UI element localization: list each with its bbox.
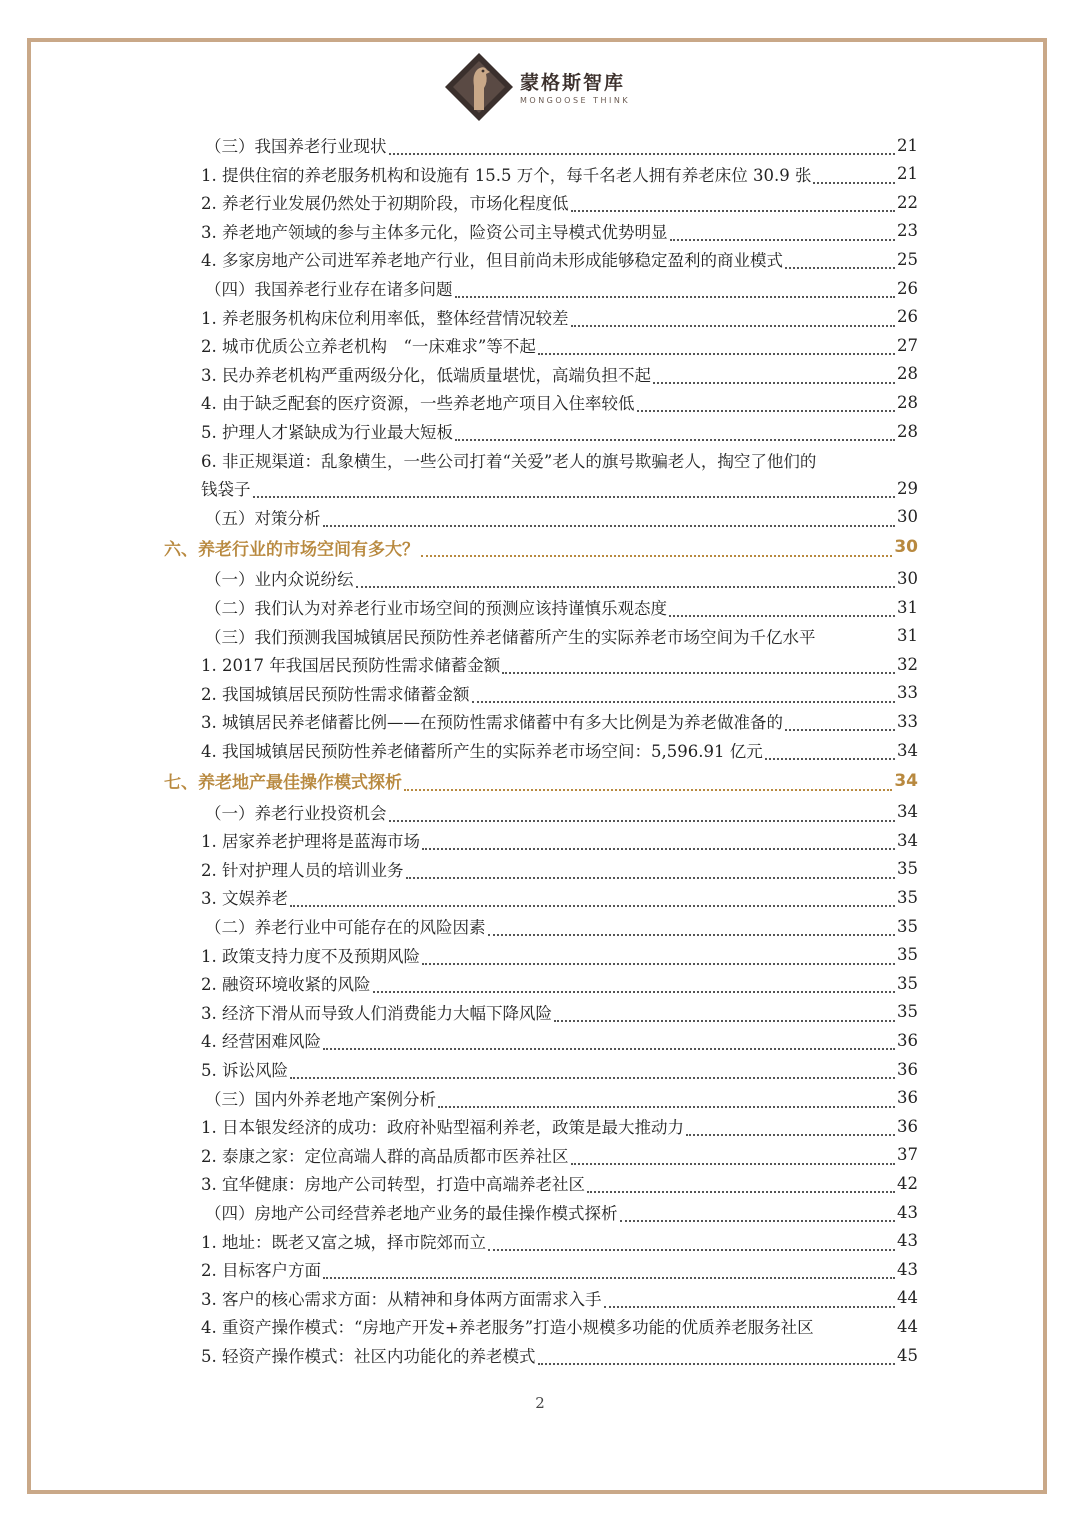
toc-dot-leader [637, 390, 896, 412]
toc-page-number: 31 [897, 626, 918, 646]
toc-page-number: 36 [897, 1116, 918, 1136]
toc-page-number: 29 [897, 478, 918, 498]
toc-item-row[interactable] [201, 417, 918, 445]
toc-dot-leader [421, 535, 892, 557]
toc-dot-leader [587, 1171, 895, 1193]
toc-page-number: 35 [897, 1002, 918, 1022]
toc-page-number: 28 [897, 364, 918, 384]
toc-entry-title: 3. 养老地产领域的参与主体多元化，险资公司主导模式优势明显 [201, 222, 668, 242]
toc-item-row[interactable] [201, 650, 918, 678]
toc-dot-leader [323, 505, 896, 527]
toc-dot-leader [253, 476, 896, 498]
toc-item-row[interactable] [201, 855, 918, 883]
toc-entry-title: 3. 城镇居民养老储蓄比例——在预防性需求储蓄中有多大比例是为养老做准备的 [201, 713, 783, 733]
logo [444, 52, 644, 122]
toc-dot-leader [389, 133, 896, 155]
toc-dot-leader [813, 162, 895, 184]
toc-entry-title: 3. 文娱养老 [201, 889, 288, 909]
toc-dot-leader [669, 595, 895, 617]
toc-entry-title: 3. 经济下滑从而导致人们消费能力大幅下降风险 [201, 1003, 552, 1023]
toc-item-row[interactable] [201, 160, 918, 188]
toc-page-number: 43 [897, 1231, 918, 1251]
toc-dot-leader [538, 1343, 896, 1365]
toc-page-number: 36 [897, 1059, 918, 1079]
toc-entry-title: 3. 客户的核心需求方面：从精神和身体两方面需求入手 [201, 1289, 602, 1309]
toc-page-number: 36 [897, 1030, 918, 1050]
toc-entry-title: 5. 诉讼风险 [201, 1061, 288, 1080]
toc-page-number: 26 [897, 307, 918, 327]
toc-page-number: 34 [897, 830, 918, 850]
toc-page-number: 22 [897, 192, 918, 212]
toc-page-number: 31 [897, 597, 918, 617]
toc-item-row[interactable] [201, 245, 918, 273]
logo-name-en: MONGOOSE THINK [520, 96, 631, 105]
toc-page-number: 34 [897, 740, 918, 760]
toc-entry-title: 3. 民办养老机构严重两级分化，低端质量堪忧，高端负担不起 [201, 365, 651, 385]
toc-item-row[interactable] [201, 1055, 918, 1083]
toc-item-row[interactable] [201, 1169, 918, 1197]
toc-dot-leader [620, 1200, 896, 1222]
toc-page-number: 23 [897, 221, 918, 241]
toc-dot-leader [488, 1229, 895, 1251]
toc-entry-title: （一）养老行业投资机会 [205, 803, 387, 823]
toc-item-row[interactable] [201, 707, 918, 735]
toc-entry-title: （二）我们认为对养老行业市场空间的预测应该持谨慎乐观态度 [205, 599, 667, 618]
toc-entry-title: 4. 我国城镇居民预防性养老储蓄所产生的实际养老市场空间：5,596.91 亿元 [201, 742, 763, 761]
toc-item-row[interactable] [201, 1312, 918, 1340]
toc-dot-leader [373, 971, 896, 993]
toc-dot-leader [455, 419, 895, 441]
toc-entry-title: 4. 多家房地产公司进军养老地产行业，但目前尚未形成能够稳定盈利的商业模式 [201, 251, 783, 271]
toc-item-row[interactable] [201, 1141, 918, 1169]
toc-section-row[interactable] [205, 131, 918, 159]
toc-page-number: 30 [897, 507, 918, 527]
toc-page-number: 26 [897, 278, 918, 298]
toc-page-number: 35 [897, 859, 918, 879]
mongoose-logo-icon [444, 52, 514, 122]
toc-section-row[interactable] [205, 1084, 918, 1112]
toc-dot-leader [785, 709, 895, 731]
toc-page-number: 33 [897, 683, 918, 703]
toc-item-row[interactable] [201, 217, 918, 245]
toc-dot-leader [455, 276, 896, 298]
toc-entry-title: 1. 提供住宿的养老服务机构和设施有 15.5 万个，每千名老人拥有养老床位 30.9 张 [201, 165, 812, 185]
toc-page-number: 42 [897, 1173, 918, 1193]
toc-dot-leader [554, 1000, 895, 1022]
toc-section-row[interactable] [205, 798, 918, 826]
toc-dot-leader [670, 219, 896, 241]
toc-section-row[interactable] [205, 912, 918, 940]
toc-entry-title: 1. 养老服务机构床位利用率低，整体经营情况较差 [201, 308, 569, 328]
toc-page-number: 35 [897, 945, 918, 965]
toc-item-row[interactable] [201, 1284, 918, 1312]
toc-page-number: 35 [897, 887, 918, 907]
toc-dot-leader [290, 885, 895, 907]
toc-entry-title: （一）业内众说纷纭 [205, 570, 354, 590]
toc-item-row[interactable] [201, 969, 918, 997]
toc-page-number: 34 [894, 770, 918, 791]
toc-entry-title: 钱袋子 [201, 480, 251, 500]
toc-dot-leader [488, 914, 896, 936]
toc-entry-title: 5. 轻资产操作模式：社区内功能化的养老模式 [201, 1347, 536, 1366]
toc-dot-leader [538, 333, 895, 355]
toc-entry-title: 2. 目标客户方面 [201, 1261, 321, 1281]
toc-page-number: 30 [894, 537, 918, 558]
toc-page-number: 32 [897, 654, 918, 674]
toc-dot-leader [653, 362, 895, 384]
toc-entry-title: 1. 政策支持力度不及预期风险 [201, 946, 420, 966]
toc-item-row[interactable] [201, 1227, 918, 1255]
toc-item-row[interactable] [201, 1341, 918, 1369]
toc-page-number: 35 [897, 916, 918, 936]
toc-dot-leader [571, 1143, 896, 1165]
toc-entry-title: （四）房地产公司经营养老地产业务的最佳操作模式探析 [205, 1204, 618, 1223]
toc-entry-title: （五）对策分析 [205, 508, 321, 528]
toc-section-row[interactable] [205, 593, 918, 621]
page-number: 2 [535, 1394, 545, 1412]
toc-entry-title: （四）我国养老行业存在诸多问题 [205, 280, 453, 299]
toc-dot-leader [422, 828, 895, 850]
toc-section-row[interactable] [205, 503, 918, 531]
toc-page-number: 27 [897, 335, 918, 355]
toc-entry-title: 七、养老地产最佳操作模式探析 [164, 773, 402, 794]
toc-page-number: 45 [897, 1345, 918, 1365]
toc-entry-title: 4. 由于缺乏配套的医疗资源，一些养老地产项目入住率较低 [201, 394, 635, 414]
toc-dot-leader [438, 1086, 895, 1108]
toc-page-number: 21 [897, 164, 918, 184]
logo-name-cn: 蒙格斯智库 [520, 72, 626, 94]
toc-item-row[interactable] [201, 388, 918, 416]
toc-entry-title: 2. 我国城镇居民预防性需求储蓄金额 [201, 684, 470, 704]
toc-dot-leader [765, 738, 895, 760]
toc-entry-title: 3. 宜华健康：房地产公司转型，打造中高端养老社区 [201, 1175, 585, 1195]
toc-entry-title: （三）国内外养老地产案例分析 [205, 1089, 436, 1109]
toc-page-number: 30 [897, 568, 918, 588]
toc-dot-leader [785, 247, 895, 269]
toc-dot-leader [472, 681, 896, 703]
toc-item-row[interactable] [201, 303, 918, 331]
toc-entry-title: 1. 地址：既老又富之城，择市院郊而立 [201, 1232, 486, 1252]
toc-page-number: 36 [897, 1088, 918, 1108]
toc-section-row[interactable] [205, 564, 918, 592]
toc-item-row[interactable] [201, 736, 918, 764]
toc-entry-title: 1. 日本银发经济的成功：政府补贴型福利养老，政策是最大推动力 [201, 1118, 684, 1138]
toc-dot-leader [290, 1057, 895, 1079]
toc-dot-leader [502, 652, 895, 674]
toc-dot-leader [406, 857, 896, 879]
toc-item-row[interactable] [201, 188, 918, 216]
toc-entry-title: （三）我国养老行业现状 [205, 137, 387, 156]
toc-page-number: 33 [897, 711, 918, 731]
toc-entry-title: 2. 养老行业发展仍然处于初期阶段，市场化程度低 [201, 194, 569, 214]
toc-page-number: 43 [897, 1202, 918, 1222]
toc-item-row[interactable] [201, 998, 918, 1026]
toc-chapter-row[interactable] [164, 533, 918, 561]
toc-section-row[interactable] [205, 622, 918, 650]
toc-page-number: 44 [897, 1316, 918, 1336]
toc-dot-leader [422, 943, 895, 965]
toc-entry-title: 5. 护理人才紧缺成为行业最大短板 [201, 423, 453, 442]
toc-entry-title: 2. 针对护理人员的培训业务 [201, 860, 404, 880]
toc-dot-leader [323, 1028, 895, 1050]
toc-section-row[interactable] [205, 1198, 918, 1226]
toc-item-row[interactable] [201, 331, 918, 359]
toc-dot-leader [356, 566, 896, 588]
toc-item-row[interactable] [201, 826, 918, 854]
toc-chapter-row[interactable] [164, 767, 918, 795]
toc-page-number: 28 [897, 421, 918, 441]
toc-entry-title: 1. 居家养老护理将是蓝海市场 [201, 832, 420, 852]
toc-item-row[interactable] [201, 679, 918, 707]
toc-page-number: 28 [897, 392, 918, 412]
toc-item-row[interactable] [201, 1112, 918, 1140]
toc-item-row[interactable] [201, 474, 918, 502]
toc-dot-leader [571, 305, 896, 327]
toc-entry-title: 6. 非正规渠道：乱象横生，一些公司打着“关爱”老人的旗号欺骗老人，掏空了他们的 [201, 451, 817, 471]
toc-page-number: 37 [897, 1145, 918, 1165]
toc-dot-leader [323, 1257, 895, 1279]
toc-item-row[interactable] [201, 883, 918, 911]
toc-entry-title: 2. 城市优质公立养老机构 “一床难求”等不起 [201, 337, 536, 357]
toc-entry-title: 2. 泰康之家：定位高端人群的高品质都市医养社区 [201, 1146, 569, 1166]
toc-page-number: 35 [897, 973, 918, 993]
toc-dot-leader [389, 800, 896, 822]
toc-page-number: 21 [897, 135, 918, 155]
toc-entry-title: 4. 经营困难风险 [201, 1032, 321, 1052]
toc-dot-leader [404, 769, 892, 791]
toc-item-row[interactable] [201, 941, 918, 969]
toc-entry-title: 2. 融资环境收紧的风险 [201, 975, 371, 995]
toc-item-row[interactable] [201, 1255, 918, 1283]
toc-item-row[interactable] [201, 1026, 918, 1054]
toc-entry-title: 4. 重资产操作模式：“房地产开发+养老服务”打造小规模多功能的优质养老服务社区 [201, 1318, 814, 1338]
toc-dot-leader [686, 1114, 895, 1136]
toc-page-number: 44 [897, 1288, 918, 1308]
toc-page-number: 34 [897, 802, 918, 822]
toc-page-number: 43 [897, 1259, 918, 1279]
toc-dot-leader [571, 190, 896, 212]
toc-entry-title: （三）我们预测我国城镇居民预防性养老储蓄所产生的实际养老市场空间为千亿水平 [205, 627, 816, 647]
toc-entry-title: 1. 2017 年我国居民预防性需求储蓄金额 [201, 656, 501, 676]
toc-entry-title: （二）养老行业中可能存在的风险因素 [205, 918, 486, 937]
toc-dot-leader [604, 1286, 896, 1308]
toc-entry-title: 六、养老行业的市场空间有多大？ [164, 539, 419, 560]
toc-item-row[interactable] [201, 360, 918, 388]
toc-item-row[interactable] [201, 446, 918, 474]
toc-page-number: 25 [897, 249, 918, 269]
toc-section-row[interactable] [205, 274, 918, 302]
